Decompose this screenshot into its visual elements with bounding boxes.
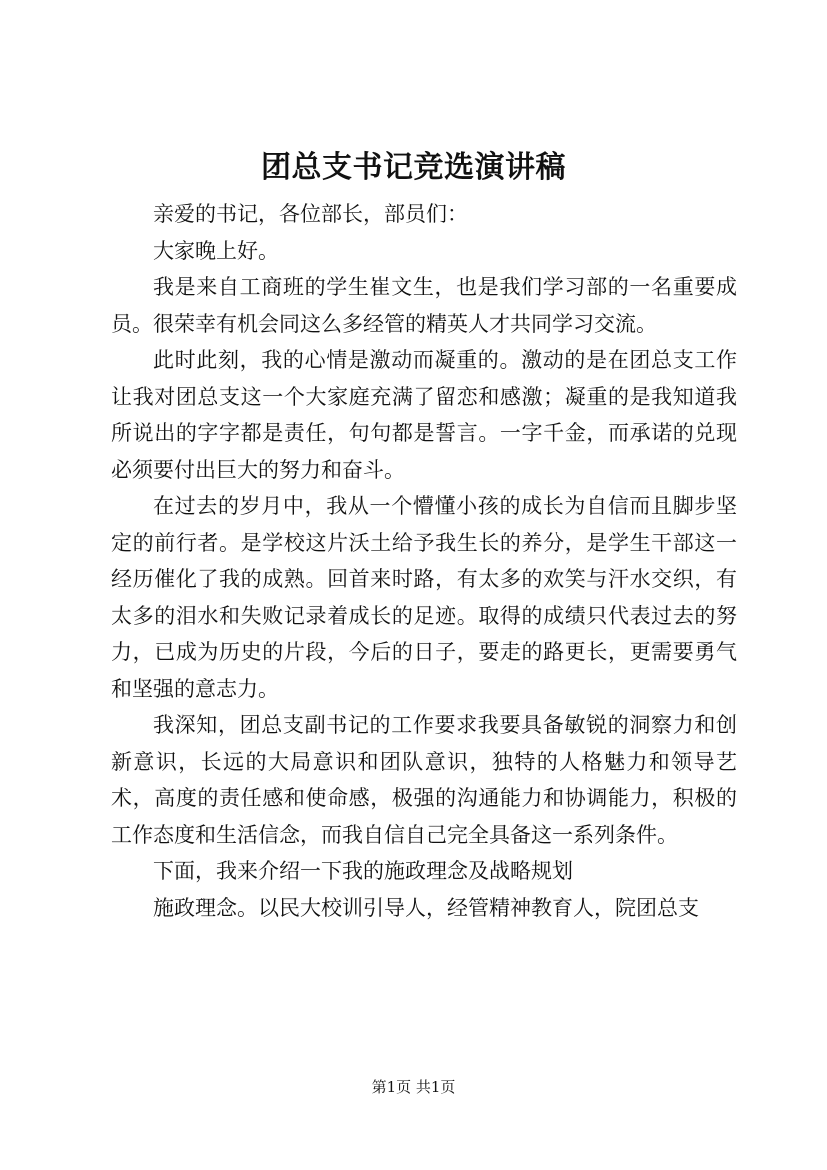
paragraph-past-growth: 在过去的岁月中，我从一个懵懂小孩的成长为自信而且脚步坚定的前行者。是学校这片沃土给予我生长的养分，是学生干部这一经历催化了我的成熟。回首来时路，有太多的欢笑与汗水交织，有太多的泪水和失败记录着成长的足迹。取得的成绩只代表过去的努力，已成为历史的片段，今后的日子，要走的路更长，更需要勇气和坚强的意志力。: [111, 494, 737, 701]
document-body: [111, 196, 737, 926]
paragraph-qualifications: 我深知，团总支副书记的工作要求我要具备敏锐的洞察力和创新意识，长远的大局意识和团队意识，独特的人格魅力和领导艺术，高度的责任感和使命感，极强的沟通能力和协调能力，积极的工作态度和生活信念，而我自信自己完全具备这一系列条件。: [111, 713, 737, 847]
paragraph-evening-greeting: 大家晚上好。: [153, 238, 279, 263]
paragraph-feelings: 此时此刻，我的心情是激动而凝重的。激动的是在团总支工作让我对团总支这一个大家庭充满了留恋和感激；凝重的是我知道我所说出的字字都是责任，句句都是誓言。一字千金，而承诺的兑现必须要付出巨大的努力和奋斗。: [111, 348, 737, 482]
page-title: 团总支书记竞选演讲稿: [261, 150, 566, 185]
paragraph-self-introduction: 我是来自工商班的学生崔文生，也是我们学习部的一名重要成员。很荣幸有机会同这么多经管的精英人才共同学习交流。: [111, 275, 737, 336]
paragraph-governance-concept: 施政理念。以民大校训引导人，经管精神教育人，院团总支: [153, 895, 699, 920]
paragraph-greeting: 亲爱的书记，各位部长，部员们：: [153, 202, 468, 226]
paragraph-plan-intro: 下面，我来介绍一下我的施政理念及战略规划: [153, 859, 573, 883]
page-number-footer: 第1页 共1页: [371, 1078, 456, 1096]
